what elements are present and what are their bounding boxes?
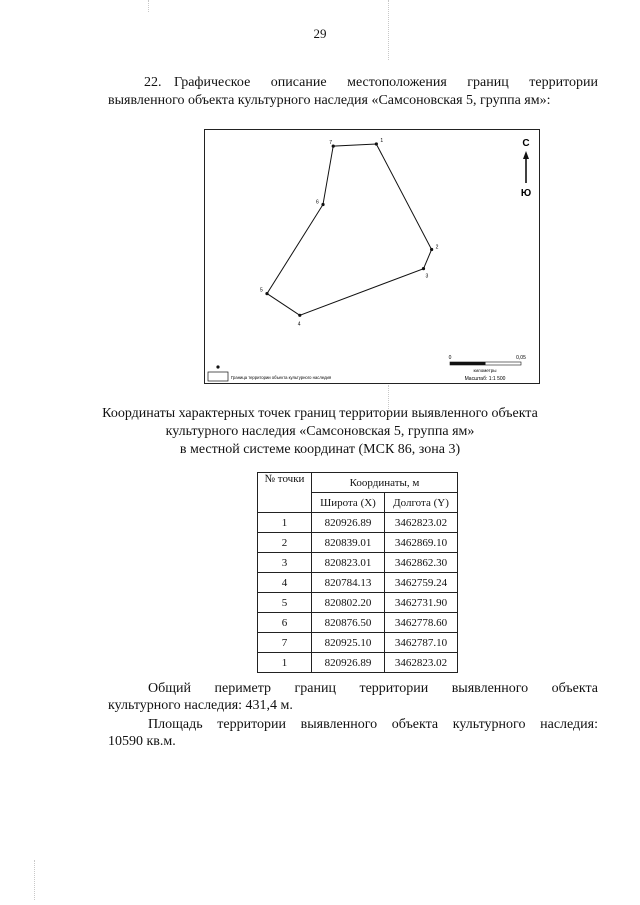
header-longitude: Долгота (Y): [385, 493, 458, 513]
cell-latitude: 820802.20: [312, 593, 385, 613]
cell-longitude: 3462823.02: [385, 653, 458, 673]
cell-point: 6: [258, 613, 312, 633]
cell-latitude: 820784.13: [312, 573, 385, 593]
boundary-point-2: [430, 248, 433, 251]
table-row: [258, 553, 458, 573]
area-line-1: Площадь территории выявленного объекта культурного наследия:: [148, 717, 598, 732]
section-heading: [108, 74, 598, 110]
perimeter-line-2: культурного наследия: 431,4 м.: [108, 698, 293, 713]
south-label: Ю: [520, 188, 532, 199]
cell-longitude: 3462862.30: [385, 553, 458, 573]
boundary-point-label: 5: [260, 287, 263, 294]
cell-point: 4: [258, 573, 312, 593]
cell-latitude: 820876.50: [312, 613, 385, 633]
coordinates-title-line-3: в местной системе координат (МСК 86, зона 3): [179, 442, 461, 457]
boundary-point-label: 1: [380, 138, 384, 144]
boundary-map: [204, 129, 540, 384]
area-paragraph: [108, 716, 598, 750]
boundary-point-5: [265, 292, 268, 295]
header-point-number: № точки: [258, 473, 312, 513]
page-number: 29: [313, 26, 327, 41]
north-arrow-icon: [521, 138, 531, 199]
cell-longitude: 3462778.60: [385, 613, 458, 633]
map-legend: [208, 365, 331, 381]
boundary-point-6: [321, 203, 324, 206]
boundary-polygon-group: [260, 138, 439, 327]
scan-artifact-line: [148, 0, 149, 12]
coordinates-title: [0, 405, 640, 459]
perimeter-paragraph: [108, 680, 598, 714]
cell-longitude: 3462787.10: [385, 633, 458, 653]
boundary-polygon: [267, 144, 432, 315]
table-row: [258, 533, 458, 553]
legend-label: Граница территории объекта культурного наследия: [231, 375, 332, 380]
scale-start-label: 0: [448, 355, 452, 361]
cell-point: 5: [258, 593, 312, 613]
boundary-point-label: 2: [435, 244, 439, 251]
cell-latitude: 820925.10: [312, 633, 385, 653]
cell-longitude: 3462731.90: [385, 593, 458, 613]
cell-point: 1: [258, 513, 312, 533]
cell-longitude: 3462823.02: [385, 513, 458, 533]
scan-artifact-line: [34, 860, 35, 900]
legend-point-marker: [216, 365, 219, 368]
scale-end-label: 0,05: [516, 355, 526, 361]
boundary-point-label: 6: [316, 199, 319, 206]
cell-point: 1: [258, 653, 312, 673]
cell-longitude: 3462869.10: [385, 533, 458, 553]
table-row: [258, 593, 458, 613]
cell-point: 3: [258, 553, 312, 573]
boundary-point-label: 3: [425, 273, 429, 280]
table-row: [258, 653, 458, 673]
scale-units-label: километры: [473, 368, 497, 373]
boundary-point-3: [422, 267, 425, 270]
table-row: [258, 573, 458, 593]
boundary-point-label: 4: [297, 321, 301, 328]
boundary-map-svg: [205, 130, 541, 385]
cell-point: 2: [258, 533, 312, 553]
table-row: [258, 613, 458, 633]
north-label: С: [522, 138, 530, 149]
cell-latitude: 820839.01: [312, 533, 385, 553]
coordinates-table: [257, 472, 458, 673]
coordinates-title-line-1: Координаты характерных точек границ территории выявленного объекта: [102, 406, 538, 421]
scale-bar-filled-segment: [450, 362, 486, 365]
table-row: [258, 513, 458, 533]
cell-latitude: 820823.01: [312, 553, 385, 573]
cell-longitude: 3462759.24: [385, 573, 458, 593]
boundary-point-1: [375, 142, 378, 145]
perimeter-line-1: Общий периметр границ территории выявленного объекта: [148, 681, 598, 696]
legend-swatch: [208, 372, 228, 381]
area-line-2: 10590 кв.м.: [108, 734, 176, 749]
cell-latitude: 820926.89: [312, 653, 385, 673]
header-coordinates: Координаты, м: [312, 473, 458, 493]
scale-bar: [449, 355, 526, 382]
boundary-point-4: [298, 314, 301, 317]
boundary-point-7: [332, 145, 335, 148]
scale-ratio-label: Масштаб: 1:1 500: [464, 376, 506, 382]
table-row: [258, 633, 458, 653]
cell-latitude: 820926.89: [312, 513, 385, 533]
section-number: 22.: [144, 75, 162, 90]
cell-point: 7: [258, 633, 312, 653]
header-latitude: Широта (X): [312, 493, 385, 513]
boundary-point-label: 7: [329, 140, 333, 147]
section-text: Графическое описание местоположения границ территории выявленного объекта культурного наследия «Самсоновская 5, группа ям»:: [108, 75, 598, 108]
coordinates-title-line-2: культурного наследия «Самсоновская 5, группа ям»: [165, 424, 475, 439]
